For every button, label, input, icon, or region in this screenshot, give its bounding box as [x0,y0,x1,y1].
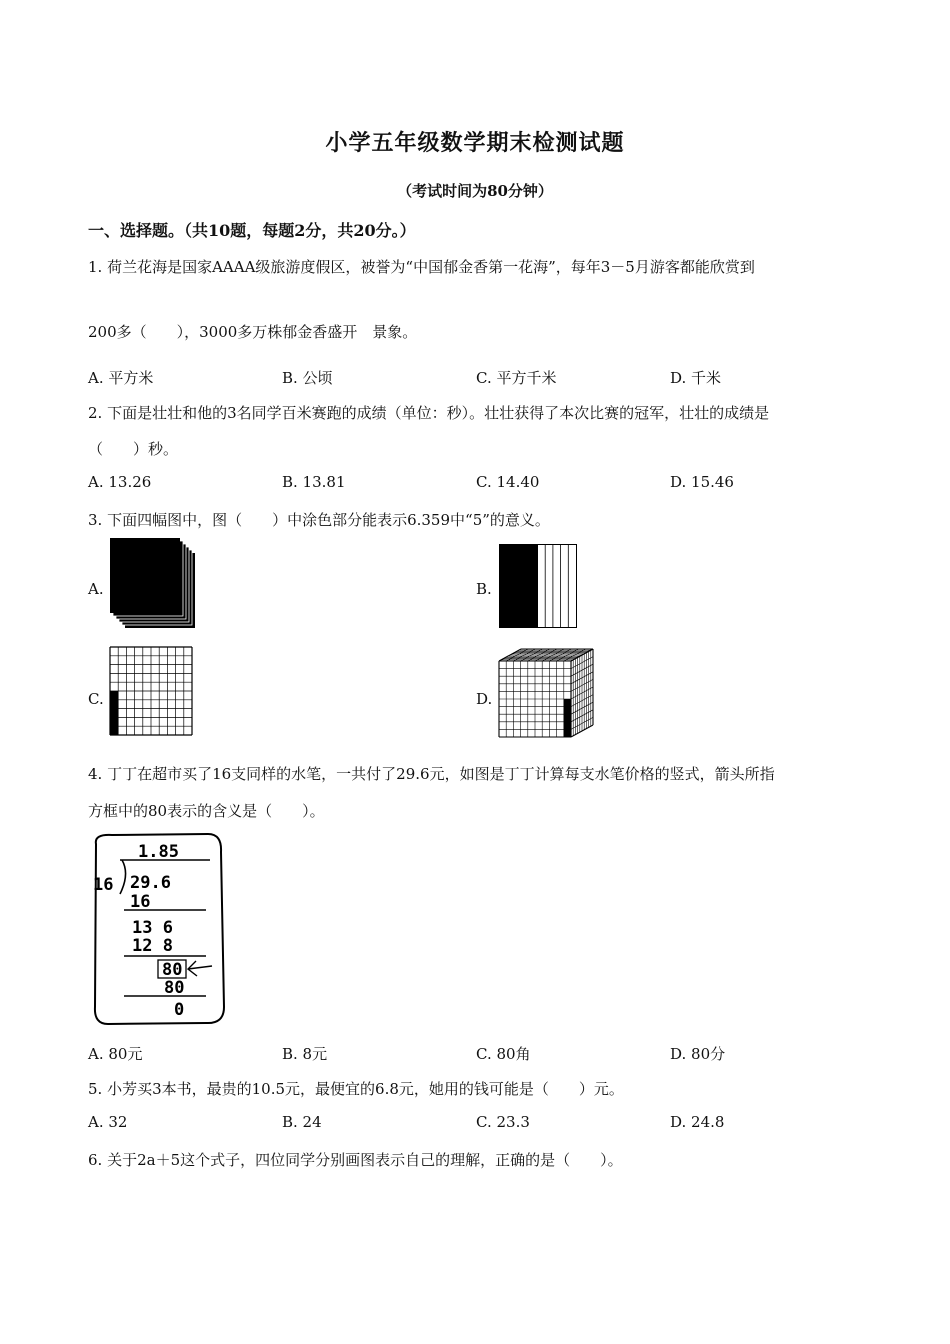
section-heading-choice: 一、选择题。（共10题，每题2分，共20分。） [88,221,416,240]
question-1-option-d: D. 千米 [670,369,722,387]
question-4-text-line1: 4. 丁丁在超市买了16支同样的水笔，一共付了29.6元，如图是丁丁计算每支水笔价格的竖式，箭头所指 [88,765,775,783]
calc-quotient: 1.85 [138,842,179,862]
question-4-option-b: B. 8元 [282,1045,328,1063]
question-2-option-d: D. 15.46 [670,473,734,491]
question-1-option-c: C. 平方千米 [476,369,557,387]
question-5-option-c: C. 23.3 [476,1113,530,1131]
question-3-label-c: C. [88,690,104,708]
question-3-text: 3. 下面四幅图中，图（ ）中涂色部分能表示6.359中“5”的意义。 [88,511,550,529]
figure-d-thousand-cube [499,649,597,739]
question-3-label-a: A. [88,580,104,598]
calc-dividend: 29.6 [130,873,171,893]
question-2-text-line2: （ ）秒。 [88,440,179,458]
question-1-text-line2: 200多（ ），3000多万株郁金香盛开 景象。 [88,323,418,341]
figure-c-hundred-grid [110,647,194,737]
question-1-text-line1: 1. 荷兰花海是国家AAAA级旅游度假区，被誉为“中国郁金香第一花海”，每年3－5月游客都能欣赏到 [88,258,755,276]
question-3-label-b: B. [476,580,492,598]
question-2-option-c: C. 14.40 [476,473,540,491]
long-division-figure [88,832,228,1028]
question-1-option-a: A. 平方米 [88,369,154,387]
calc-step-12-8: 12 8 [132,936,173,956]
question-2-option-b: B. 13.81 [282,473,346,491]
calc-step-13-6: 13 6 [132,918,173,938]
calc-step-boxed-80: 80 [162,960,183,980]
question-2-option-a: A. 13.26 [88,473,152,491]
question-4-option-a: A. 80元 [88,1045,143,1063]
question-4-text-line2: 方框中的80表示的含义是（ ）。 [88,802,325,820]
question-6-text: 6. 关于2a＋5这个式子，四位同学分别画图表示自己的理解，正确的是（ ）。 [88,1151,623,1169]
exam-time-note: （考试时间为80分钟） [397,182,553,200]
calc-step-16: 16 [130,892,151,912]
calc-step-80: 80 [164,978,185,998]
page-title: 小学五年级数学期末检测试题 [325,130,625,156]
question-5-option-b: B. 24 [282,1113,322,1131]
question-5-option-a: A. 32 [88,1113,128,1131]
figure-b-tenths-strip [499,544,579,630]
calc-divisor: 16 [93,875,114,895]
question-4-option-d: D. 80分 [670,1045,726,1063]
question-2-text-line1: 2. 下面是壮壮和他的3名同学百米赛跑的成绩（单位：秒）。壮壮获得了本次比赛的冠军，壮壮的成绩是 [88,404,770,422]
figure-a-stacked-squares [110,538,198,630]
question-3-label-d: D. [476,690,493,708]
question-4-option-c: C. 80角 [476,1045,531,1063]
question-1-option-b: B. 公顷 [282,369,333,387]
calc-step-0: 0 [174,1000,185,1020]
question-5-option-d: D. 24.8 [670,1113,725,1131]
question-5-text: 5. 小芳买3本书，最贵的10.5元，最便宜的6.8元，她用的钱可能是（ ）元。 [88,1080,624,1098]
